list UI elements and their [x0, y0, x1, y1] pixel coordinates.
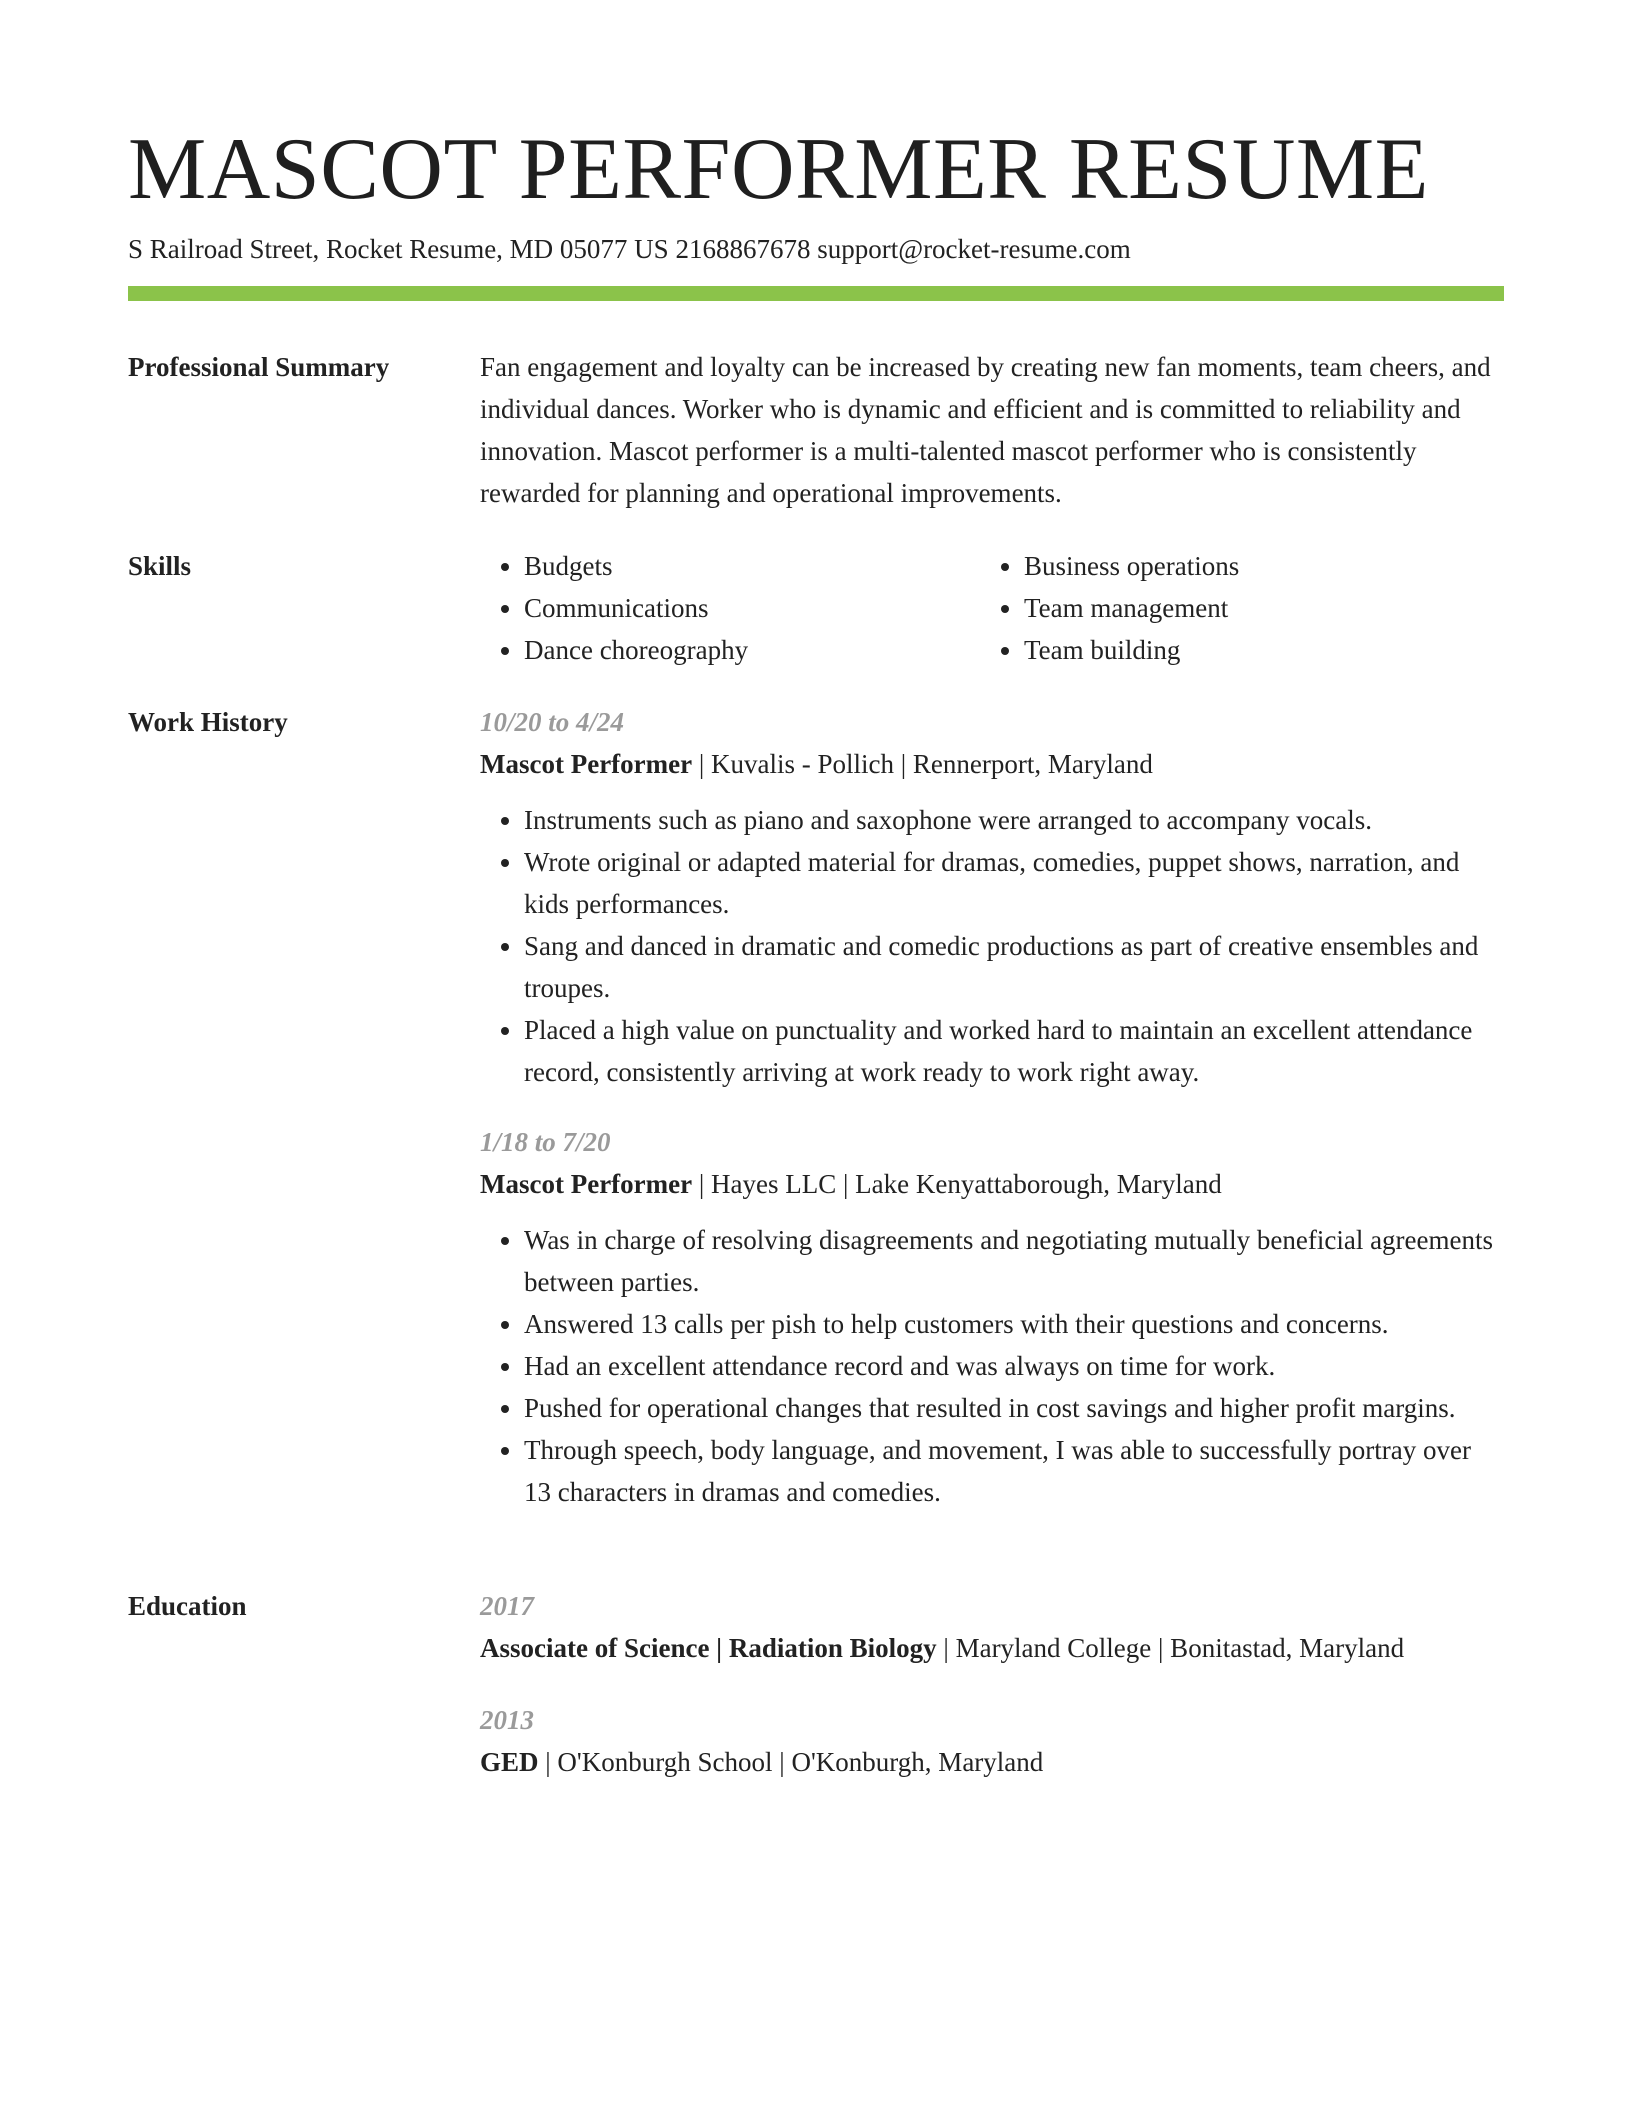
skill-item: • Dance choreography — [524, 629, 748, 671]
job-dates: 1/18 to 7/20 — [480, 1127, 611, 1157]
skills-list-left — [480, 545, 748, 671]
contact-line: S Railroad Street, Rocket Resume, MD 05077 US 2168867678 support@rocket-resume.com — [128, 234, 1131, 264]
job-entry — [480, 1121, 1504, 1513]
section-label-summary: Professional Summary — [128, 352, 390, 382]
job-bullet: • Had an excellent attendance record and was always on time for work. — [524, 1345, 1504, 1387]
job-bullet: • Answered 13 calls per pish to help customers with their questions and concerns. — [524, 1303, 1504, 1345]
job-bullet: • Sang and danced in dramatic and comedic productions as part of creative ensembles and troupes. — [524, 925, 1504, 1009]
education-degree: GED — [480, 1747, 539, 1777]
summary-text: Fan engagement and loyalty can be increased by creating new fan moments, team cheers, and individual dances. Worker who is dynamic and efficient and is committed to reliability and innovation. Mascot performer is a multi-talented mascot performer who is consistently rewarded for planning and operational improvements. — [480, 352, 1491, 508]
job-bullets — [480, 1219, 1504, 1513]
job-bullet: • Through speech, body language, and movement, I was able to successfully portray over 13 characters in dramas and comedies. — [524, 1429, 1504, 1513]
skill-item: • Team management — [1024, 587, 1239, 629]
education-year: 2013 — [480, 1705, 534, 1735]
education-entry — [480, 1585, 1504, 1669]
education-degree: Associate of Science | Radiation Biology — [480, 1633, 937, 1663]
skills-list-right — [980, 545, 1239, 671]
education-details: | O'Konburgh School | O'Konburgh, Maryland — [538, 1747, 1044, 1777]
accent-divider — [128, 286, 1504, 301]
job-bullets — [480, 799, 1504, 1093]
job-details: | Hayes LLC | Lake Kenyattaborough, Maryland — [692, 1169, 1222, 1199]
job-details: | Kuvalis - Pollich | Rennerport, Maryland — [692, 749, 1153, 779]
section-label-work: Work History — [128, 707, 288, 737]
section-label-education: Education — [128, 1591, 247, 1621]
skill-item: • Communications — [524, 587, 748, 629]
skill-item: • Budgets — [524, 545, 748, 587]
education-year: 2017 — [480, 1591, 534, 1621]
job-role-line — [480, 743, 1504, 785]
job-title: Mascot Performer — [480, 1169, 693, 1199]
resume-title: MASCOT PERFORMER RESUME — [128, 121, 1429, 218]
job-bullet: • Instruments such as piano and saxophone were arranged to accompany vocals. — [524, 799, 1504, 841]
job-bullet: • Was in charge of resolving disagreements and negotiating mutually beneficial agreements between parties. — [524, 1219, 1504, 1303]
section-label-skills: Skills — [128, 551, 192, 581]
skill-item: • Business operations — [1024, 545, 1239, 587]
job-bullet: • Wrote original or adapted material for dramas, comedies, puppet shows, narration, and kids performances. — [524, 841, 1504, 925]
education-line — [480, 1741, 1504, 1783]
skill-item: • Team building — [1024, 629, 1239, 671]
job-dates: 10/20 to 4/24 — [480, 707, 625, 737]
education-line — [480, 1627, 1504, 1669]
job-role-line — [480, 1163, 1504, 1205]
job-entry — [480, 701, 1504, 1093]
education-details: | Maryland College | Bonitastad, Maryland — [936, 1633, 1405, 1663]
job-title: Mascot Performer — [480, 749, 693, 779]
job-bullet: • Pushed for operational changes that resulted in cost savings and higher profit margins. — [524, 1387, 1504, 1429]
education-entry — [480, 1699, 1504, 1783]
summary-content — [480, 346, 1504, 514]
job-bullet: • Placed a high value on punctuality and worked hard to maintain an excellent attendance record, consistently arriving at work ready to work right away. — [524, 1009, 1504, 1093]
